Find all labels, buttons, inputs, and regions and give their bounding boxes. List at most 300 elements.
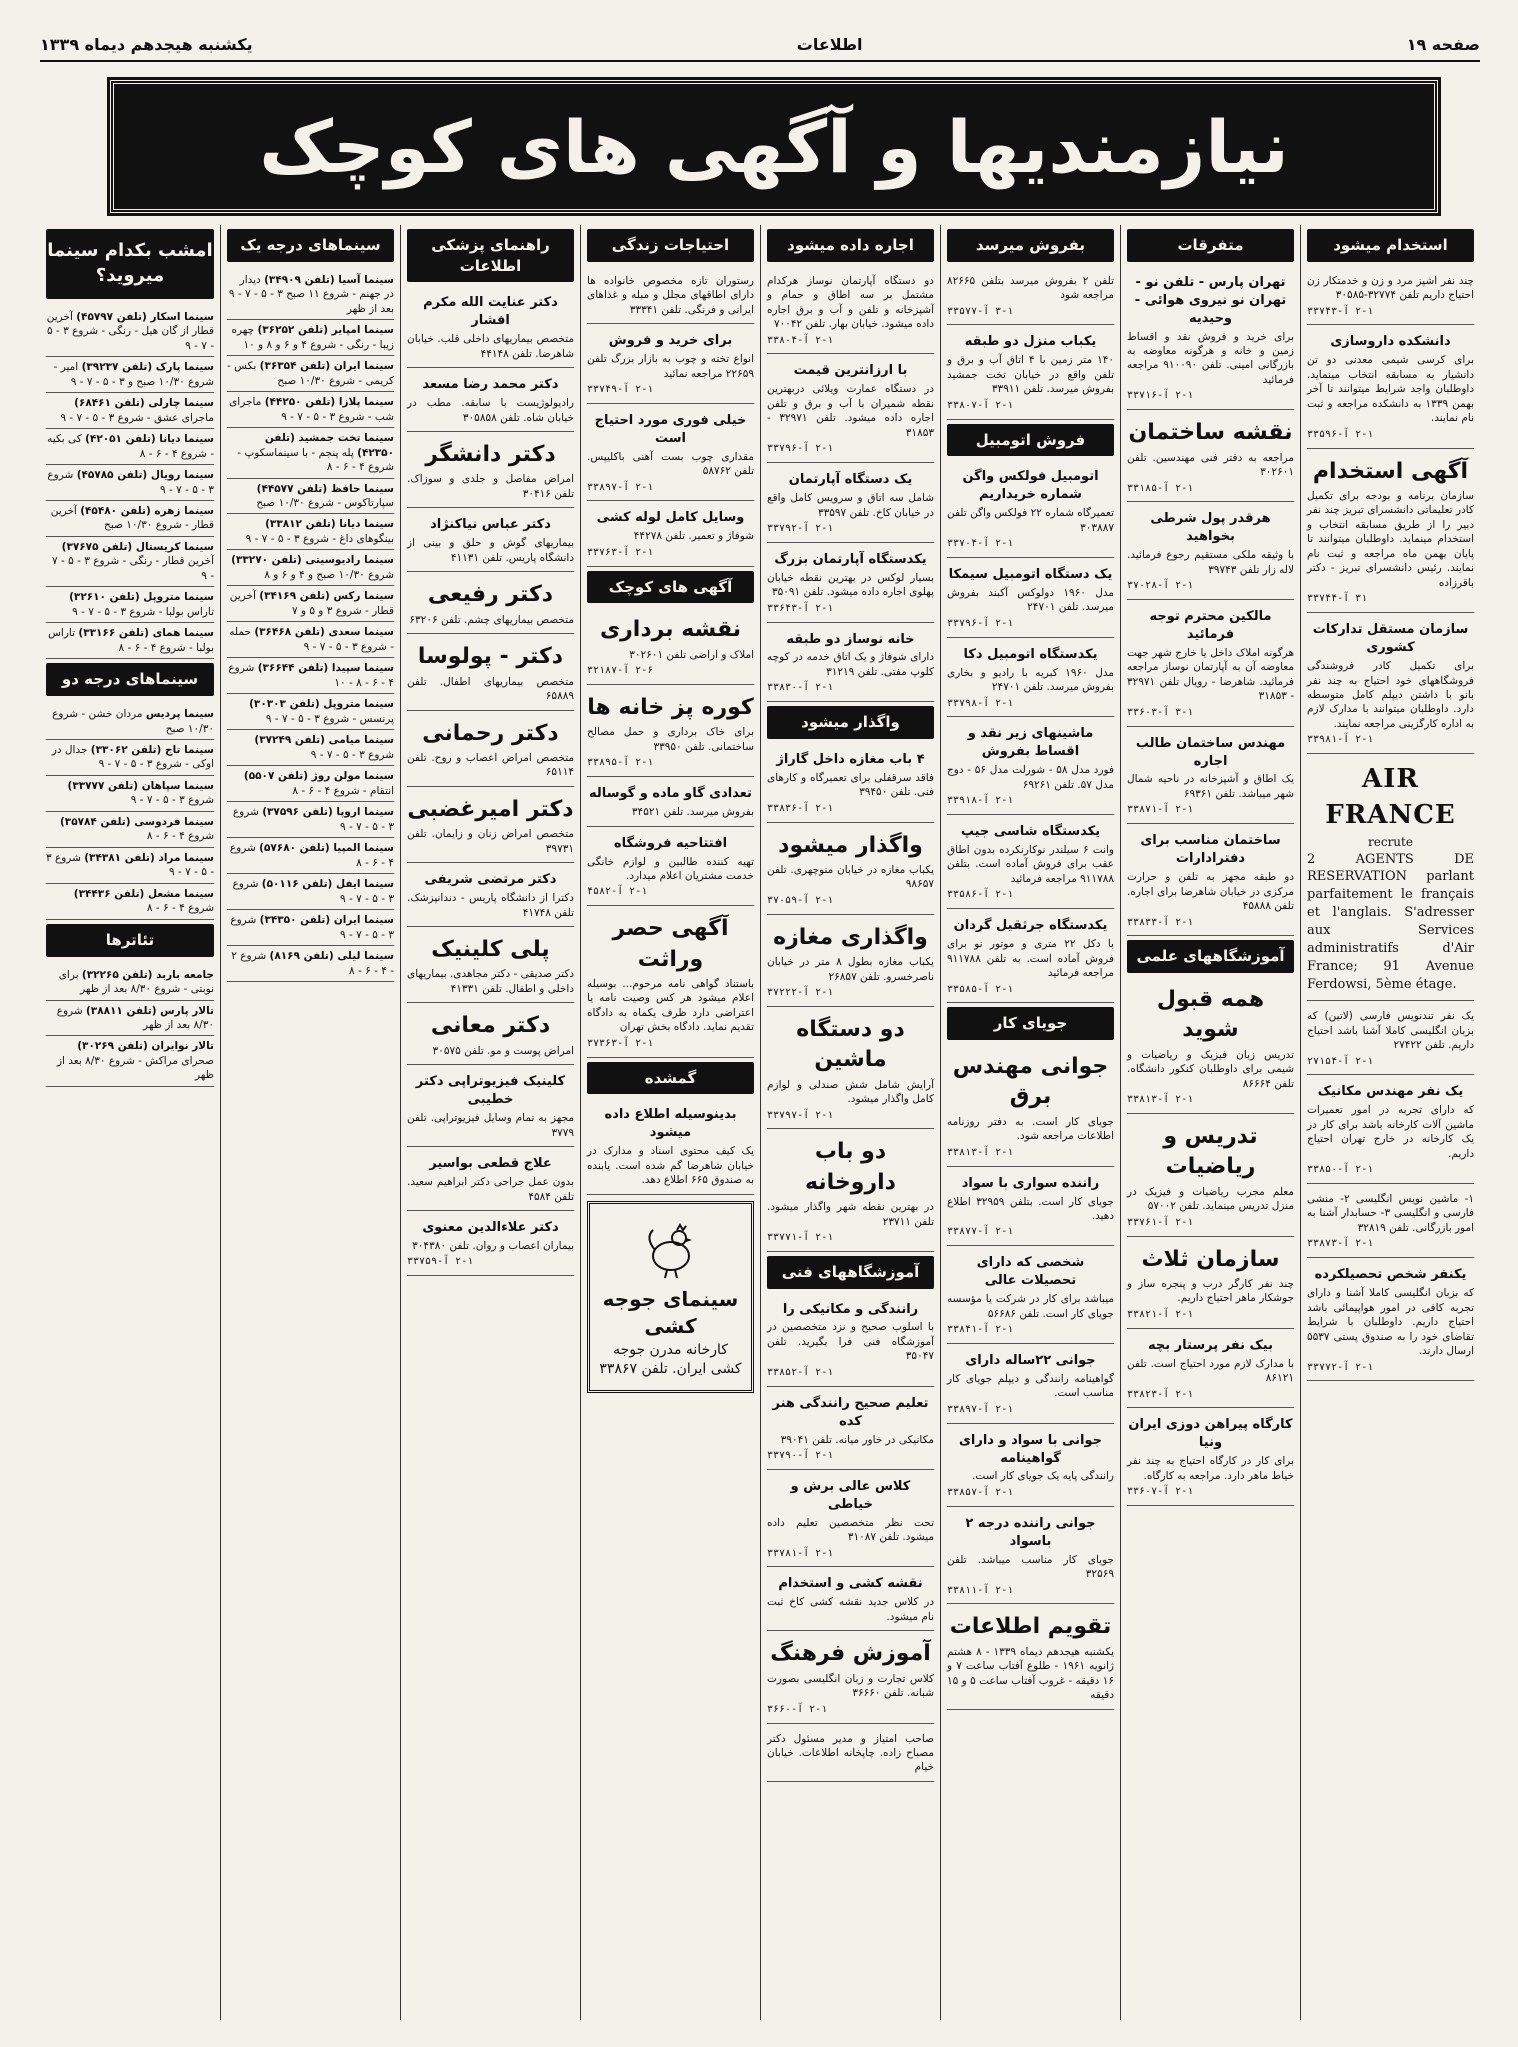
- ad-body: برای خاک برداری و حمل مصالح ساختمانی. تلفن ۳۳۹۵۰: [587, 726, 754, 753]
- ad-code: ۲-۱ آ-۳۳۷۹۲: [767, 523, 834, 534]
- ad-title: مهندس ساختمان طالب اجاره: [1135, 735, 1286, 769]
- listing-entry: [46, 812, 214, 848]
- listing-entry: [227, 838, 394, 874]
- ad-block: [1307, 270, 1474, 326]
- listing-name: سینما چارلی (تلفن ۶۸۴۶۱): [74, 397, 214, 410]
- listing-entry: [46, 357, 214, 393]
- ad-body: رادیولوژیست با سابقه. مطب در خیابان شاه. تلفن ۳۰۵۸۵۸: [407, 397, 574, 424]
- listing-entry: [227, 392, 394, 428]
- promo-ad: [587, 1201, 754, 1393]
- listing-name: سینما پارک (تلفن ۳۹۲۳۷): [81, 361, 214, 374]
- listing-details: آخرین قطار - رنگی - شروع ۳ - ۵ - ۷ - ۹: [52, 555, 214, 582]
- section-heading: آموزشگاههای علمی: [1127, 940, 1294, 973]
- listing-name: سینما میامی (تلفن ۳۷۲۴۹): [254, 734, 394, 747]
- ad-code: ۲-۱ آ-۳۳۹۱۸: [947, 795, 1014, 807]
- ad-block: [407, 576, 574, 634]
- listing-name: سینما پردیس: [145, 708, 214, 721]
- listing-entry: [46, 587, 214, 623]
- listing-details: شروع ۴ - ۶ - ۸: [146, 830, 214, 843]
- ad-block: [947, 1048, 1114, 1166]
- listing-name: سینما لیلی (تلفن ۸۱۶۹): [269, 950, 394, 963]
- ad-title: راننده سواری با سواد: [961, 1175, 1100, 1191]
- ad-body: مدل ۱۹۶۰ کبریه با رادیو و بخاری بفروش میرسد. تلفن ۲۴۷۰۱: [947, 666, 1115, 694]
- listing-entry: [46, 1001, 214, 1037]
- listing-name: سینما متروپل (تلفن ۳۰۳۰۳): [249, 698, 394, 711]
- listing-entry: [227, 658, 394, 694]
- ad-code: ۳-۱ آ-۳۳۶۰۳: [1127, 706, 1194, 718]
- french-ad-title: AIR FRANCE: [1325, 764, 1456, 831]
- ad-code: ۲-۱ آ-۳۳۷۹۰: [767, 1450, 834, 1462]
- ad-block: [1127, 270, 1294, 411]
- ad-body: یکباب مغازه در خیابان منوچهری. تلفن ۹۸۶۵۷: [767, 863, 934, 891]
- listing-name: تالار پارس (تلفن ۳۸۸۱۱): [85, 1004, 214, 1017]
- ad-body: متخصص امراض زنان و زایمان. تلفن ۳۹۷۳۱: [407, 828, 574, 855]
- ad-title: دانشکده داروسازی: [1330, 334, 1451, 350]
- listing-name: سینما رکس (تلفن ۳۴۱۶۹): [259, 590, 394, 603]
- listing-name: سینما مراد (تلفن ۳۴۳۸۱): [84, 851, 214, 864]
- ad-block: [947, 913, 1114, 1003]
- ad-title: آموزش فرهنگ: [770, 1641, 931, 1667]
- ad-title: کلاس عالی برش و خیاطی: [790, 1478, 911, 1512]
- ad-title: دکتر عباس نیاکنژاد: [430, 517, 551, 533]
- listing-entry: [46, 848, 214, 884]
- ad-title: دکتر - پولوسا: [417, 644, 564, 670]
- ad-code: ۲-۱ آ-۳۳۷۱۶: [1127, 390, 1194, 402]
- ad-body: یک کیف محتوی اسناد و مدارک در خیابان شاهرضا گم شده است. یابنده به صندوق ۶۶۵ اطلاع دهد.: [587, 1145, 754, 1187]
- column-2: [1120, 225, 1300, 2020]
- ad-code: ۲-۱ آ-۳۳۸۹۵: [587, 757, 654, 769]
- ad-code: ۲-۱ آ-۳۷۳۶۳: [587, 1037, 654, 1049]
- classifieds-banner: نیازمندیها و آگهی های کوچک: [110, 80, 1438, 213]
- section-heading: آگهی های کوچک: [587, 571, 754, 604]
- listing-entry: [227, 622, 394, 658]
- ad-body: متخصص بیماریهای اطفال. تلفن ۶۵۸۸۹: [407, 675, 574, 703]
- ad-block: [1127, 1412, 1294, 1506]
- ad-block: [1127, 604, 1294, 727]
- ad-code: ۲-۱ آ-۳۳۶۰۷: [1127, 1486, 1194, 1498]
- listing-name: سینما زهره (تلفن ۴۵۴۸۰): [80, 504, 214, 517]
- listing-details: حمله - شروع ۳ - ۵ - ۷ - ۹: [229, 626, 394, 653]
- ad-body: میباشد برای کار در شرکت یا مؤسسه جویای کار است. تلفن ۵۶۶۸۶: [947, 1293, 1114, 1320]
- ad-code: ۲-۱ آ-۳۳۸۷۳: [1307, 1238, 1374, 1250]
- ad-body: مکانیکی در خاور میانه. تلفن ۳۹۰۴۱: [780, 1433, 934, 1446]
- listing-entry: [227, 802, 394, 838]
- listing-details: جدال در اوکی - شروع ۳ - ۵ - ۷ - ۹: [51, 744, 214, 771]
- ad-body: مقداری چوب بست آهنی باکلیپس. تلفن ۵۸۷۶۲: [587, 450, 754, 478]
- ad-body: با دکل ۲۲ متری و موتور نو برای فروش آماده است. به تلفن ۹۱۱۷۸۸ مراجعه فرمائید: [947, 938, 1114, 980]
- ad-body: شوفاژ و تعمیر. تلفن ۴۴۲۷۸: [633, 530, 754, 543]
- ad-block: [767, 547, 934, 623]
- ad-body: آرایش شامل شش صندلی و لوازم کامل واگذار میشود.: [767, 1078, 934, 1106]
- ad-code: ۲-۱ آ-۳۳۸۷۱: [1127, 804, 1194, 816]
- column-3: [940, 225, 1120, 2020]
- ad-title: یکدستگاه اتومبیل دکا: [963, 646, 1098, 662]
- ad-code: ۲-۱ آ-۳۳۵۸۵: [947, 983, 1014, 995]
- listing-name: سینما سپیدا (تلفن ۳۶۶۴۴): [257, 662, 394, 675]
- listing-name: سینما مولن روژ (تلفن ۵۵۰۷): [243, 770, 394, 783]
- ad-block: [407, 1007, 574, 1065]
- ad-body: برای کرسی شیمی معدنی دو تن دانشیار به مسابقه انتخاب مینماید. داوطلبان واجد شرایط میتوانند تا آخر بهمن ۱۳۳۹ به دانشکده مراجعه و ثبت نام نمایند.: [1307, 354, 1474, 425]
- ad-block: [1307, 1188, 1474, 1258]
- section-heading: سینماهای درجه دو: [46, 663, 214, 696]
- ad-body: با اسلوب صحیح و نزد متخصصین در آموزشگاه فنی فرا بگیرید. تلفن ۳۵۰۴۷: [767, 1321, 934, 1363]
- listing-name: سینما فردوسی (تلفن ۳۵۷۸۴): [59, 815, 214, 828]
- column-8: [40, 225, 220, 2020]
- ad-block: [767, 1297, 934, 1387]
- ad-title: نقشه برداری: [599, 617, 742, 643]
- ad-block: [407, 1215, 574, 1276]
- ad-code: ۲-۱ آ-۳۳۸۵۲: [767, 1366, 834, 1378]
- ad-title: دکتر معانی: [430, 1013, 551, 1039]
- ad-body: در کلاس جدید نقشه کشی کاخ ثبت نام میشود.: [767, 1596, 934, 1623]
- ad-body: یک اطاق و آشپزخانه در ناحیه شمال شهر میباشد. تلفن ۶۹۳۶۱: [1127, 773, 1294, 800]
- ad-block: [947, 1171, 1114, 1247]
- ad-block: [587, 689, 754, 777]
- section-heading: آموزشگاههای فنی: [767, 1256, 934, 1289]
- ad-title: دکتر امیرغضبی: [407, 796, 574, 822]
- column-7: [220, 225, 400, 2020]
- ad-block: [587, 1102, 754, 1194]
- ad-code: ۳۱ آ-۳۳۷۴۴: [1307, 593, 1368, 605]
- ad-body: در دستگاه عمارت ویلائی دربهترین نقطه شمیران با آب و برق و تلفن اجاره داده میشود. تلفن ۳۲۹۷۱ - ۳۱۸۵۳: [767, 383, 934, 439]
- ad-code: ۲-۱ آ-۳۷۰۵۹: [767, 894, 834, 906]
- listing-name: سینما حافظ (تلفن ۴۴۵۷۷): [256, 482, 394, 495]
- ad-block: [1307, 1262, 1474, 1381]
- ad-block: [407, 867, 574, 927]
- ad-block: [767, 747, 934, 823]
- ad-block: [947, 1250, 1114, 1344]
- listing-entry: [46, 465, 214, 501]
- ad-body: بدون عمل جراحی دکتر ابراهیم سعید. تلفن ۴۵۸۴: [407, 1176, 574, 1203]
- listing-entry: [46, 623, 214, 659]
- listing-details: شروع ۳ - ۵ - ۷ - ۹: [232, 878, 394, 905]
- listing-entry: [46, 501, 214, 537]
- listing-name: سینما سعدی (تلفن ۳۶۴۶۸): [254, 626, 394, 639]
- ad-block: [947, 1348, 1114, 1424]
- ad-title: دکتر دانشگر: [425, 442, 556, 468]
- listing-entry: [227, 356, 394, 392]
- listing-details: امیر - شروع ۱۰/۳۰ صبح و ۳ - ۵ - ۷ - ۹: [53, 361, 214, 388]
- ad-block: [407, 372, 574, 432]
- ad-body: یکباب مغازه بطول ۸ متر در خیابان ناصرخسرو. تلفن ۲۶۸۵۷: [767, 956, 934, 983]
- listing-entry: [46, 740, 214, 776]
- ad-title: تعدادی گاو ماده و گوساله: [589, 786, 752, 802]
- ad-body: دو دستگاه آپارتمان نوساز هرکدام مشتمل بر سه اطاق و حمام و آشپزخانه و تلفن و آب و برق اجاره داده میشود. خیابان بهار. تلفن ۷۰۰۴۲: [767, 274, 934, 331]
- column-1: [1300, 225, 1480, 2020]
- listing-details: شروع ۱۰/۳۰ صبح و ۴ و ۶ و ۸: [264, 568, 394, 581]
- ad-title: کارگاه پیراهن دوزی ایران ونیا: [1128, 1417, 1293, 1451]
- ad-block: [407, 715, 574, 787]
- ad-block: [1307, 617, 1474, 754]
- ad-body: جویای کار مناسب میباشد. تلفن ۳۲۵۶۹: [947, 1553, 1114, 1581]
- ad-code: ۲-۱ آ-۳۷۲۲۲: [767, 987, 834, 999]
- ad-code: ۲-۱ آ-۲۷۱۵۴: [1307, 1055, 1374, 1067]
- ad-body: بسیار لوکس در بهترین نقطه خیابان پهلوی اجاره داده میشود. تلفن ۳۵۰۹۱: [767, 571, 934, 599]
- column-5: [580, 225, 760, 2020]
- section-heading: بفروش میرسد: [947, 229, 1114, 262]
- ad-body: که بزبان انگلیسی کاملا آشنا و دارای تجربه کافی در امور هواپیمائی باشد احتیاج داریم. داوطلبان با شرایط تقاضای خود را به صندوق پستی ۵۵۳۷ ارسال دارند.: [1307, 1287, 1474, 1358]
- listing-details: شروع ۳ - ۵ - ۷ - ۹: [232, 806, 394, 833]
- listing-details: ماجرای عشق - شروع ۳ - ۵ - ۷ - ۹: [60, 411, 214, 424]
- ad-body: یکشنبه هیجدهم دیماه ۱۳۳۹ - ۸ هشتم ژانویه ۱۹۶۱ - طلوع آفتاب ساعت ۷ و ۱۶ دقیقه - غروب آفتاب ساعت ۵ و ۱۵ دقیقه: [947, 1645, 1114, 1702]
- ad-title: رانندگی و مکانیکی را: [782, 1301, 919, 1317]
- ad-title: ۴ باب مغازه داخل گاراژ: [776, 751, 925, 767]
- ad-title: نقشه ساختمان: [1128, 420, 1293, 446]
- section-heading: استخدام میشود: [1307, 229, 1474, 262]
- ad-code: ۲-۱ آ-۳۳۷۹۶: [767, 443, 834, 455]
- ad-block: [1127, 1241, 1294, 1329]
- listing-entry: [227, 730, 394, 766]
- listing-entry: [227, 514, 394, 550]
- listing-details: تاراس بولبا - شروع ۴ - ۶ - ۸: [48, 627, 214, 654]
- ad-body: مجهز به تمام وسایل فیزیوتراپی. تلفن ۳۷۷۹: [407, 1112, 574, 1139]
- ad-block: [767, 919, 934, 1007]
- ad-code: ۲-۱ آ-۳۳۷۹۸: [947, 697, 1014, 709]
- ad-block: [407, 1151, 574, 1211]
- ad-title: تقویم اطلاعات: [949, 1614, 1112, 1640]
- listing-entry: [227, 694, 394, 730]
- listing-details: پرنسس - شروع ۳ - ۵ - ۷ - ۹: [265, 712, 394, 725]
- ad-block: [1127, 828, 1294, 936]
- listing-details: چهره زیبا - رنگی - شروع ۴ و ۶ و ۸ و ۱۰: [231, 324, 394, 351]
- listing-entry: [227, 586, 394, 622]
- french-ad: [1307, 758, 1474, 1001]
- ad-body: بیماران اعصاب و روان. تلفن ۳۰۴۳۸۰: [412, 1239, 574, 1252]
- listing-details: مردان خشن - شروع ۱۰/۳۰ صبح: [52, 708, 214, 735]
- column-6: [400, 225, 580, 2020]
- listing-entry: [227, 910, 394, 946]
- ad-body: در بهترین نقطه شهر واگذار میشود. تلفن ۲۳۷۱۱: [767, 1201, 934, 1228]
- ad-title: یکدستگاه شاسی جیپ: [960, 824, 1101, 840]
- ad-title: یک نفر مهندس مکانیک: [1317, 1084, 1464, 1100]
- ad-code: ۲-۱ آ-۳۳۸۳۳: [1127, 916, 1194, 928]
- ad-code: ۲-۱ آ-۳۳۸۹۷: [587, 481, 654, 493]
- listing-name: سینما دیانا (تلفن ۳۳۸۱۲): [265, 518, 394, 531]
- ad-title: نقشه کشی و استخدام: [778, 1576, 923, 1592]
- listing-name: سینما اسکار (تلفن ۴۵۷۹۷): [76, 310, 214, 323]
- ad-code: ۲-۱ آ-۳۳۶۴۳: [767, 602, 834, 614]
- ad-block: [407, 638, 574, 710]
- ad-body: کلاس تجارت و زبان انگلیسی بصورت شبانه. تلفن ۳۶۶۶۰: [767, 1672, 934, 1700]
- ad-code: ۲-۱ آ-۳۳۸۷۷: [947, 1226, 1014, 1238]
- ad-code: ۲-۱ آ-۳۳۸۱۱: [947, 1584, 1014, 1596]
- ad-body: سازمان برنامه و بودجه برای تکمیل کادر تعلیماتی دانشسرای تبریز چند نفر دبیر را از طریق مسابقه انتخاب و استخدام مینماید. داوطلبان میتوانند تا پایان بهمن ماه مراجعه و ثبت نام نمایند. رئیس دانشسرای تبریز - دکتر باقرزاده: [1307, 489, 1474, 589]
- listing-name: سینما آسیا (تلفن ۳۴۹۰۹): [264, 273, 394, 286]
- listing-details: انتقام - شروع ۴ - ۶ - ۸: [292, 784, 394, 797]
- ad-code: ۲-۱ آ-۳۶۶۰: [767, 1703, 828, 1715]
- ad-body: متخصص بیماریهای چشم. تلفن ۶۳۲۰۶: [409, 613, 574, 626]
- ad-title: هرقدر پول شرطی بخواهید: [1150, 511, 1271, 545]
- ad-body: مدل ۱۹۶۰ دولوکس آکبند بفروش میرسد. تلفن ۲۴۷۰۱: [947, 586, 1114, 614]
- ad-title: خیلی فوری مورد احتیاج است: [594, 412, 747, 446]
- ad-title: واگذاری مغازه: [773, 924, 928, 950]
- ad-code: ۲-۱ آ-۳۳۷۷۲: [1307, 1361, 1374, 1373]
- listing-entry: [46, 429, 214, 465]
- listing-name: تالار نوایران (تلفن ۳۰۲۶۹): [77, 1040, 214, 1053]
- listing-name: سینما ایران (تلفن ۳۴۳۵۰): [259, 914, 394, 927]
- ad-body: صاحب امتیاز و مدیر مسئول دکتر مصباح زاده. چاپخانه اطلاعات. خیابان خیام: [767, 1732, 934, 1774]
- ad-title: پلی کلینیک: [431, 937, 550, 963]
- ad-code: ۳-۱ آ-۳۳۵۷۷: [947, 305, 1014, 317]
- listing-details: شروع ۴ - ۶ - ۸ - ۱۰: [228, 662, 394, 689]
- ad-title: مالکین محترم توجه فرمائید: [1149, 609, 1272, 642]
- ad-block: [587, 611, 754, 685]
- ad-block: [407, 791, 574, 863]
- french-ad-subtitle: recrute: [1368, 835, 1413, 849]
- listing-entry: [46, 307, 214, 357]
- listing-entry: [227, 766, 394, 802]
- ad-body: مراجعه به دفتر فنی مهندسین. تلفن ۳۰۲۶۰۱: [1127, 451, 1294, 479]
- ad-title: با ارزانترین قیمت: [793, 363, 908, 379]
- ad-title: سازمان مستقل تدارکات کشوری: [1312, 622, 1469, 656]
- listing-name: سینما رویال (تلفن ۴۵۷۸۵): [76, 469, 214, 482]
- ad-block: [947, 1428, 1114, 1507]
- ad-title: یکنفر شخص تحصیلکرده: [1314, 1267, 1467, 1283]
- ad-body: دارای شوفاژ و یک اتاق خدمه در کوچه کلوپ مفتی. تلفن ۳۱۲۱۹: [767, 651, 934, 678]
- ad-block: [947, 819, 1114, 909]
- listing-details: دیدار در جهنم - شروع ۱۱ صبح ۳ - ۵ - ۷ - ۹ بعد از ظهر: [228, 273, 394, 315]
- ad-title: دکتر رحمانی: [422, 720, 559, 746]
- listing-details: صحرای مراکش - شروع ۸/۳۰ بعد از ظهر: [56, 1054, 214, 1082]
- ad-code: ۲-۱ آ-۳۳۸۳۰: [767, 682, 834, 694]
- ad-title: کلینیک فیزیوتراپی دکتر خطیبی: [415, 1074, 566, 1108]
- ad-title: بدینوسیله اطلاع داده میشود: [604, 1107, 737, 1141]
- ad-code: ۲-۱ آ-۳۳۸۹۷: [947, 1403, 1014, 1415]
- ad-body: بفروش میرسد. تلفن ۳۴۵۲۱: [631, 806, 754, 819]
- ad-code: ۲-۱ آ-۳۳۵۸۶: [947, 889, 1014, 901]
- listing-entry: [46, 537, 214, 587]
- ad-body: جویای کار است. بتلفن ۳۲۹۵۹ اطلاع دهید.: [947, 1195, 1114, 1222]
- ad-body: ۱- ماشین نویس انگلیسی ۲- منشی فارسی و انگلیسی ۳- حسابدار آشنا به امور بازرگانی. تلفن ۳۲۸۱۹: [1307, 1192, 1475, 1234]
- listing-details: بکس - کریمی - شروع ۱۰/۳۰ صبح: [227, 360, 394, 387]
- ad-title: دو باب داروخانه: [805, 1139, 896, 1195]
- section-heading: سینماهای درجه یک: [227, 229, 394, 262]
- french-ad-body: 2 AGENTS DE RESERVATION parlant parfaitement le français et l'anglais. S'adresser aux Services administratifs d'Air France; 91 Avenue Ferdowsi, 5ème étage.: [1307, 851, 1474, 993]
- ad-body: تلفن ۲ بفروش میرسد بتلفن ۸۲۶۶۵ مراجعه شود: [947, 274, 1114, 302]
- ad-block: [1307, 453, 1474, 614]
- ad-block: [1307, 329, 1474, 448]
- ad-block: [767, 1635, 934, 1723]
- ad-body: برای تکمیل کادر فروشندگی فروشگاههای خود احتیاج به چند نفر بانو با داشتن دیپلم کامل متوسطه دارد. داوطلبان میتوانند با مدارک لازم به اداره کارگزینی مراجعه نمایند.: [1307, 660, 1474, 730]
- listing-details: ماجرای شب - شروع ۳ - ۵ - ۷ - ۹: [229, 396, 394, 423]
- ad-title: اتومبیل فولکس واگن شماره خریداریم: [962, 469, 1099, 503]
- ad-block: [587, 328, 754, 404]
- listing-entry: [46, 884, 214, 920]
- ad-title: یکدستگاه آپارتمان بزرگ: [774, 551, 927, 567]
- ad-body: با مدارک لازم مورد احتیاج است. تلفن ۸۶۱۲۱: [1127, 1357, 1294, 1385]
- ad-code: ۲-۱ آ-۳۳۸۴۱: [947, 1324, 1014, 1336]
- section-heading: گمشده: [587, 1062, 754, 1095]
- ad-title: تدریس و ریاضیات: [1163, 1124, 1258, 1180]
- section-heading: احتیاجات زندگی: [587, 229, 754, 262]
- newspaper-name: اطلاعات: [796, 34, 863, 54]
- ad-code: ۲-۱ آ-۳۳۷۶۱: [1127, 1216, 1194, 1228]
- ad-title: یکدستگاه جرثقیل گردان: [953, 918, 1108, 934]
- ad-block: [587, 910, 754, 1057]
- ad-code: ۲-۱ آ-۳۳۷۶۳: [587, 546, 654, 558]
- ad-title: برای خرید و فروش: [608, 333, 733, 349]
- ad-title: آگهی حصر وراثت: [612, 916, 729, 972]
- listing-name: سینما دیانا (تلفن ۴۲۰۵۱): [85, 433, 214, 446]
- ad-body: امراض مفاصل و جلدی و سوزاک. تلفن ۳۰۴۱۶: [407, 473, 574, 500]
- ad-block: [587, 270, 754, 324]
- listing-details: آخرین قطار - شروع ۱۰/۳۰ صبح: [50, 504, 214, 532]
- ad-block: [947, 1608, 1114, 1709]
- ad-body: تحت نظر متخصصین تعلیم داده میشود. تلفن ۳۱۰۸۷: [767, 1516, 934, 1544]
- ad-block: [407, 1069, 574, 1147]
- ad-title: جوانی راننده درجه ۲ باسواد: [965, 1515, 1096, 1549]
- ad-title: جوانی با سواد و دارای گواهینامه: [959, 1432, 1102, 1466]
- ad-title: تعلیم صحیح رانندگی هنر کده: [772, 1395, 929, 1429]
- ad-block: [587, 505, 754, 566]
- listing-entry: [46, 1036, 214, 1086]
- ad-code: ۲-۱ آ-۳۳۵۹۶: [1307, 428, 1374, 440]
- listing-details: شروع ۳ - ۵ - ۷ - ۹: [130, 794, 214, 807]
- ad-code: ۲-۱ آ-۳۳۹۸۱: [1307, 734, 1374, 746]
- ad-body: تدریس زبان فیزیک و ریاضیات و شیمی برای داوطلبان کنکور دانشگاه. تلفن ۸۶۶۶۴: [1127, 1048, 1294, 1090]
- ad-block: [947, 464, 1114, 558]
- listing-name: سینما ایفل (تلفن ۵۰۱۱۶): [261, 878, 394, 891]
- ad-block: [1127, 506, 1294, 600]
- ad-block: [767, 1133, 934, 1251]
- ad-body: رستوران تازه مخصوص خانواده ها دارای اطاقهای مجلل و مبله و غذاهای ایرانی و فرنگی. تلفن ۳۳۳۴۱: [587, 274, 754, 316]
- ad-block: [767, 270, 934, 355]
- listing-details: برای نوبتی - شروع ۸/۳۰ بعد از ظهر: [58, 968, 214, 996]
- ad-body: متخصص امراض اعصاب و روح. تلفن ۶۵۱۱۴: [407, 751, 574, 779]
- ad-block: [407, 931, 574, 1003]
- ad-body: معلم مجرب ریاضیات و فیزیک در منزل تدریس مینماید. تلفن ۵۷۰۰۲: [1127, 1185, 1294, 1213]
- listing-details: بینگوهای داغ - شروع ۳ - ۵ - ۷ - ۹: [245, 532, 394, 545]
- page-number: صفحه ۱۹: [1406, 34, 1480, 54]
- section-heading: تئاترها: [46, 924, 214, 957]
- listing-details: تاراس بولبا - شروع ۳ - ۵ - ۷ - ۹: [72, 605, 214, 618]
- ad-code: ۲-۱ آ-۳۳۸۵۷: [947, 1486, 1014, 1498]
- listing-entry: [227, 479, 394, 515]
- ad-title: یکباب منزل دو طبقه: [964, 334, 1097, 350]
- ad-body: چند نفر اشپز مرد و زن و خدمتکار زن احتیاج داریم تلفن ۳۲۷۷۴-۳۰۵۸۵: [1307, 274, 1474, 302]
- section-heading: امشب بکدام سینما میروید؟: [46, 229, 214, 299]
- ad-title: دکتر رفیعی: [427, 582, 554, 608]
- ad-body: برای کار در کارگاه احتیاج به چند نفر خیاط ماهر دارد. مراجعه به کارگاه.: [1127, 1455, 1294, 1482]
- ad-block: [767, 827, 934, 915]
- ad-body: ۱۴۰ متر زمین با ۴ اتاق آب و برق و تلفن واقع در خیابان تخت جمشید بفروش میرسد. تلفن ۳۳۹۱۱: [947, 354, 1114, 396]
- listing-name: سینما اروپا (تلفن ۳۷۵۹۶): [262, 806, 394, 819]
- ad-code: ۲-۱ آ-۳۳۸۱۳: [1127, 1094, 1194, 1106]
- ad-block: [1127, 1333, 1294, 1409]
- listing-name: سینما متروپل (تلفن ۳۲۶۱۰): [69, 591, 214, 604]
- ad-title: افتتاحیه فروشگاه: [613, 835, 728, 851]
- ad-body: چند نفر کارگر درب و پنجره ساز و جوشکار ماهر احتیاج داریم.: [1127, 1277, 1294, 1305]
- listing-details: سپارتاکوس - شروع ۱۰/۳۰ صبح: [256, 496, 394, 509]
- ad-code: ۲-۱ آ-۳۳۷۴۳: [1307, 305, 1374, 317]
- ad-code: ۲-۱ آ-۳۳۱۸۵: [1127, 482, 1194, 494]
- ad-body: وانت ۶ سیلندر نوکارنکرده بدون اطاق عقب برای فروش آماده است. بتلفن ۹۱۱۷۸۸ مراجعه فرمائید: [947, 843, 1115, 885]
- ad-block: [407, 512, 574, 572]
- ad-block: [587, 408, 754, 502]
- ad-body: باستناد گواهی نامه مرحوم... بوسیله اعلام میشود هر کس وصیت نامه یا اعتراضی دارد ظرف یکماه به دادگاه تقدیم نماید. دادگاه بخش تهران: [587, 978, 754, 1034]
- ad-code: ۲-۱ آ-۳۳۷۹۷: [767, 1109, 834, 1121]
- ad-title: دکتر عنایت الله مکرم افشار: [423, 295, 558, 329]
- ad-body: تعمیرگاه شماره ۲۲ فولکس واگن تلفن ۳۰۳۸۸۷: [947, 507, 1114, 534]
- section-heading: اجاره داده میشود: [767, 229, 934, 262]
- ad-code: ۲-۱ آ-۳۳۸۲۳: [1127, 1388, 1194, 1400]
- ad-body: املاک و اراضی تلفن ۳۰۲۶۰۱: [629, 648, 754, 661]
- ad-code: ۲-۱ آ-۳۳۸۲۱: [1127, 1308, 1194, 1320]
- listing-entry: [227, 320, 394, 356]
- ad-code: ۲-۱ آ-۴۵۸۲: [587, 886, 648, 898]
- ad-title: جوانی ۲۲ساله دارای: [965, 1352, 1096, 1368]
- ad-title: یک دستگاه آپارتمان: [788, 472, 913, 488]
